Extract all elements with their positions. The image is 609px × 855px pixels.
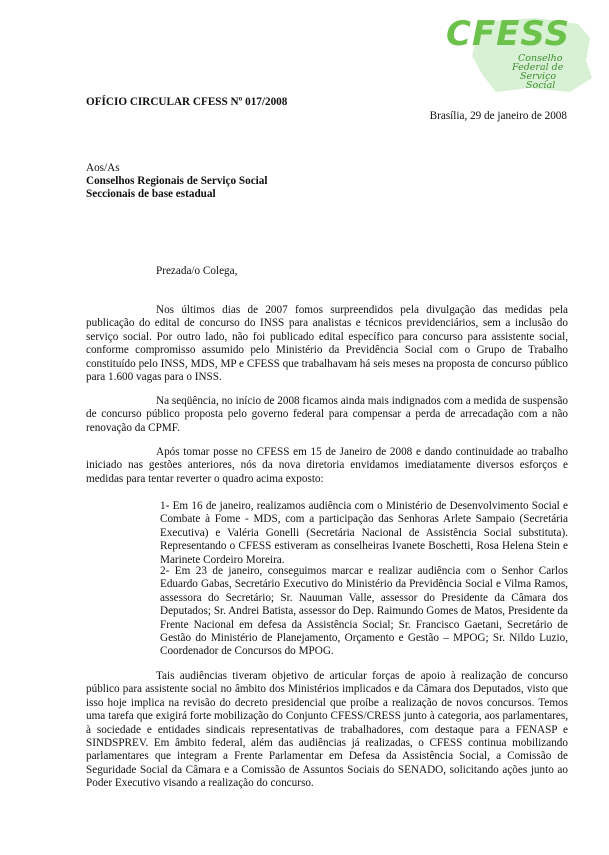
body-paragraph xyxy=(86,670,568,791)
paragraph-text: Após tomar posse no CFESS em 15 de Janeiro de 2008 e dando continuidade ao trabalho iniciado nas gestões anteriores, nós da nova diretoria envidamos imediatamente diversos esforços e medidas para tentar reverter o quadro acima exposto: xyxy=(86,446,568,485)
logo-subtitle xyxy=(504,54,594,90)
body-paragraph xyxy=(86,395,568,435)
recipient-line: Seccionais de base estadual xyxy=(86,188,216,201)
logo-subtitle-line: Federal de xyxy=(512,62,564,73)
logo-subtitle-line: Conselho xyxy=(518,53,563,64)
logo-subtitle-line: Social xyxy=(526,80,556,91)
greeting: Prezada/o Colega, xyxy=(156,265,238,277)
logo-subtitle-line: Serviço xyxy=(520,71,557,82)
body-paragraph xyxy=(86,304,568,384)
paragraph-text: Tais audiências tiveram objetivo de articular forças de apoio à realização de concurso público para assistente social no âmbito dos Ministérios implicados e da Câmara dos Deputados, visto que isso hoje implica na revisão do decreto presidencial que proíbe a realização de novos concursos. Temos uma tarefa que exigirá forte mobilização do Conjunto CFESS/CRESS junto à categoria, aos parlamentares, à sociedade e entidades sindicais representativas de trabalhadores, com destaque para a FENASP e SINDSPREV. Em âmbito federal, além das audiências já realizadas, o CFESS continua mobilizando parlamentares que integram a Frente Parlamentar em Defesa da Assistência Social, a Comissão de Seguridade Social da Câmara e a Comissão de Assuntos Sociais do SENADO, solicitando ações junto ao Poder Executivo visando a realização do concurso. xyxy=(86,670,568,790)
recipient-line: Aos/As xyxy=(86,162,120,174)
list-item: 1- Em 16 de janeiro, realizamos audiência com o Ministério de Desenvolvimento Social e Combate à Fome - MDS, com a participação das Senhoras Arlete Sampaio (Secretária Executiva) e Valéria Gonelli (Secretária Nacional de Assistência Social substituta). Representando o CFESS estiveram as conselheiras Ivanete Boschetti, Rosa Helena Stein e Marinete Cordeiro Moreira. xyxy=(160,500,568,566)
logo-mark: CFESS xyxy=(446,14,571,54)
recipient-line: Conselhos Regionais de Serviço Social xyxy=(86,175,268,188)
list-item: 2- Em 23 de janeiro, conseguimos marcar e realizar audiência com o Senhor Carlos Eduardo Gabas, Secretário Executivo do Ministério da Previdência Social e Vilma Ramos, assessora do Secretário; Sr. Nauuman Valle, assessor do Presidente da Câmara dos Deputados; Sr. Andrei Batista, assessor do Dep. Raimundo Gomes de Matos, Presidente da Frente Nacional em defesa da Assistência Social; Sr. Francisco Gaetani, Secretário de Gestão do Ministério de Planejamento, Orçamento e Gestão – MPOG; Sr. Nildo Luzio, Coordenador de Concursos do MPOG. xyxy=(160,565,568,658)
oficio-number: OFÍCIO CIRCULAR CFESS Nº 017/2008 xyxy=(86,96,288,108)
cfess-logo xyxy=(438,6,598,92)
letter-date: Brasília, 29 de janeiro de 2008 xyxy=(429,110,567,122)
body-paragraph xyxy=(86,446,568,486)
paragraph-text: Na seqüência, no início de 2008 ficamos ainda mais indignados com a medida de suspensão de concurso público proposta pelo governo federal para compensar a perda de arrecadação com a não renovação da CPMF. xyxy=(86,395,568,434)
recipient-block xyxy=(86,162,268,202)
paragraph-text: Nos últimos dias de 2007 fomos surpreendidos pela divulgação das medidas pela publicação do edital de concurso do INSS para analistas e técnicos previdenciários, sem a inclusão do serviço social. Por outro lado, não foi publicado edital específico para concurso para assistente social, conforme compromisso assumido pelo Ministério da Previdência Social com o Grupo de Trabalho constituído pelo INSS, MDS, MP e CFESS que trabalhavam há seis meses na proposta de concurso público para 1.600 vagas para o INSS. xyxy=(86,304,568,384)
